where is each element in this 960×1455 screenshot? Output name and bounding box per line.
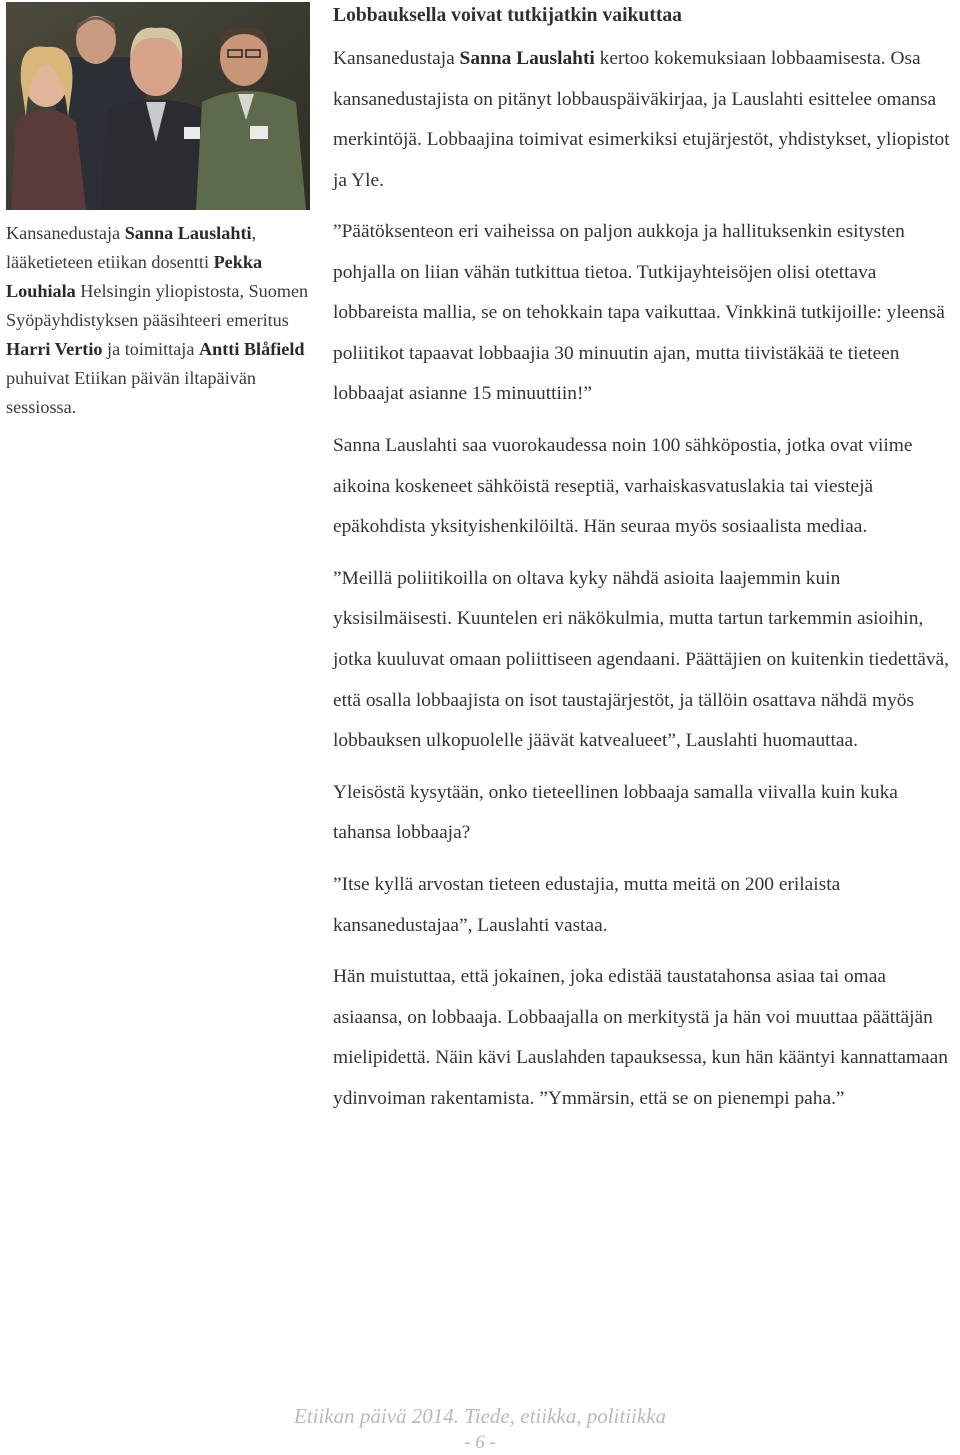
paragraph-text: kertoo kokemuksiaan lobbaamisesta. Osa kansanedustajista on pitänyt lobbauspäiväkirjaa, ja Lauslahti esittelee omansa merkintöjä. Lobbaajina toimivat esimerkiksi etujärjestöt, yhdistykset, yliopistot ja Yle. <box>333 48 950 191</box>
paragraph-text: Kansanedustaja <box>333 48 460 69</box>
article-paragraph: Yleisöstä kysytään, onko tieteellinen lobbaaja samalla viivalla kuin kuka tahansa lobbaaja? <box>333 781 898 844</box>
caption-text: Kansanedustaja <box>6 223 125 243</box>
caption-name: Antti Blåfield <box>198 339 305 359</box>
article-heading: Lobbauksella voivat tutkijatkin vaikuttaa <box>333 5 682 26</box>
caption-name: Pekka Louhiala <box>6 252 263 301</box>
article-paragraph <box>333 39 951 201</box>
article <box>333 0 951 1130</box>
caption-text: , lääketieteen etiikan dosentti <box>6 223 257 272</box>
article-quote: ”Päätöksenteon eri vaiheissa on paljon aukkoja ja hallituksenkin esitysten pohjalla on liian vähän tutkittua tietoa. Tutkijayhteisöjen olisi otettava lobbareista mallia, se on tehokkain tapa vaikuttaa. Vinkkinä tutkijoille: yleensä poliitikot tapaavat lobbaajia 30 minuutin ajan, mutta tiivistäkää te tieteen lobbaajat asianne 15 minuuttiin!” <box>333 221 945 405</box>
group-photo <box>6 2 310 210</box>
footer-title: Etiikan päivä 2014. Tiede, etiikka, politiikka <box>293 1404 667 1428</box>
article-paragraph: Sanna Lauslahti saa vuorokaudessa noin 100 sähköpostia, jotka ovat viime aikoina koskeneet sähköistä reseptiä, varhaiskasvatuslakia tai viestejä epäkohdista yksityishenkilöiltä. Hän seuraa myös sosiaalista mediaa. <box>333 434 913 538</box>
article-paragraph: Hän muistuttaa, että jokainen, joka edistää taustatahonsa asiaa tai omaa asiaansa, on lobbaaja. Lobbaajalla on merkitystä ja hän voi muuttaa päättäjän mielipidettä. Näin kävi Lauslahden tapauksessa, kun hän kääntyi kannattamaan ydinvoiman rakentamista. ”Ymmärsin, että se on pienempi paha.” <box>333 966 948 1109</box>
caption-text: Helsingin yliopistosta, Suomen Syöpäyhdistyksen pääsihteeri emeritus <box>6 281 309 330</box>
photo-caption <box>6 219 311 422</box>
person-name: Sanna Lauslahti <box>459 48 595 69</box>
page-number: - 6 - <box>464 1432 496 1453</box>
group-photo-illustration <box>6 2 310 210</box>
article-quote: ”Itse kyllä arvostan tieteen edustajia, mutta meitä on 200 erilaista kansanedustajaa”, Lauslahti vastaa. <box>333 873 841 936</box>
caption-name: Harri Vertio <box>6 339 103 359</box>
caption-name: Sanna Lauslahti <box>124 223 252 243</box>
caption-text: ja toimittaja <box>102 339 199 359</box>
article-quote: ”Meillä poliitikoilla on oltava kyky nähdä asioita laajemmin kuin yksisilmäisesti. Kuuntelen eri näkökulmia, mutta tartun tarkemmin asioihin, jotka kuuluvat omaan poliittiseen agendaani. Päättäjien on kuitenkin tiedettävä, että osalla lobbaajista on isot taustajärjestöt, ja tällöin osattava nähdä myös lobbauksen ulkopuolelle jäävät katvealueet”, Lauslahti huomauttaa. <box>333 567 950 752</box>
caption-text: puhuivat Etiikan päivän iltapäivän sessiossa. <box>6 368 257 417</box>
